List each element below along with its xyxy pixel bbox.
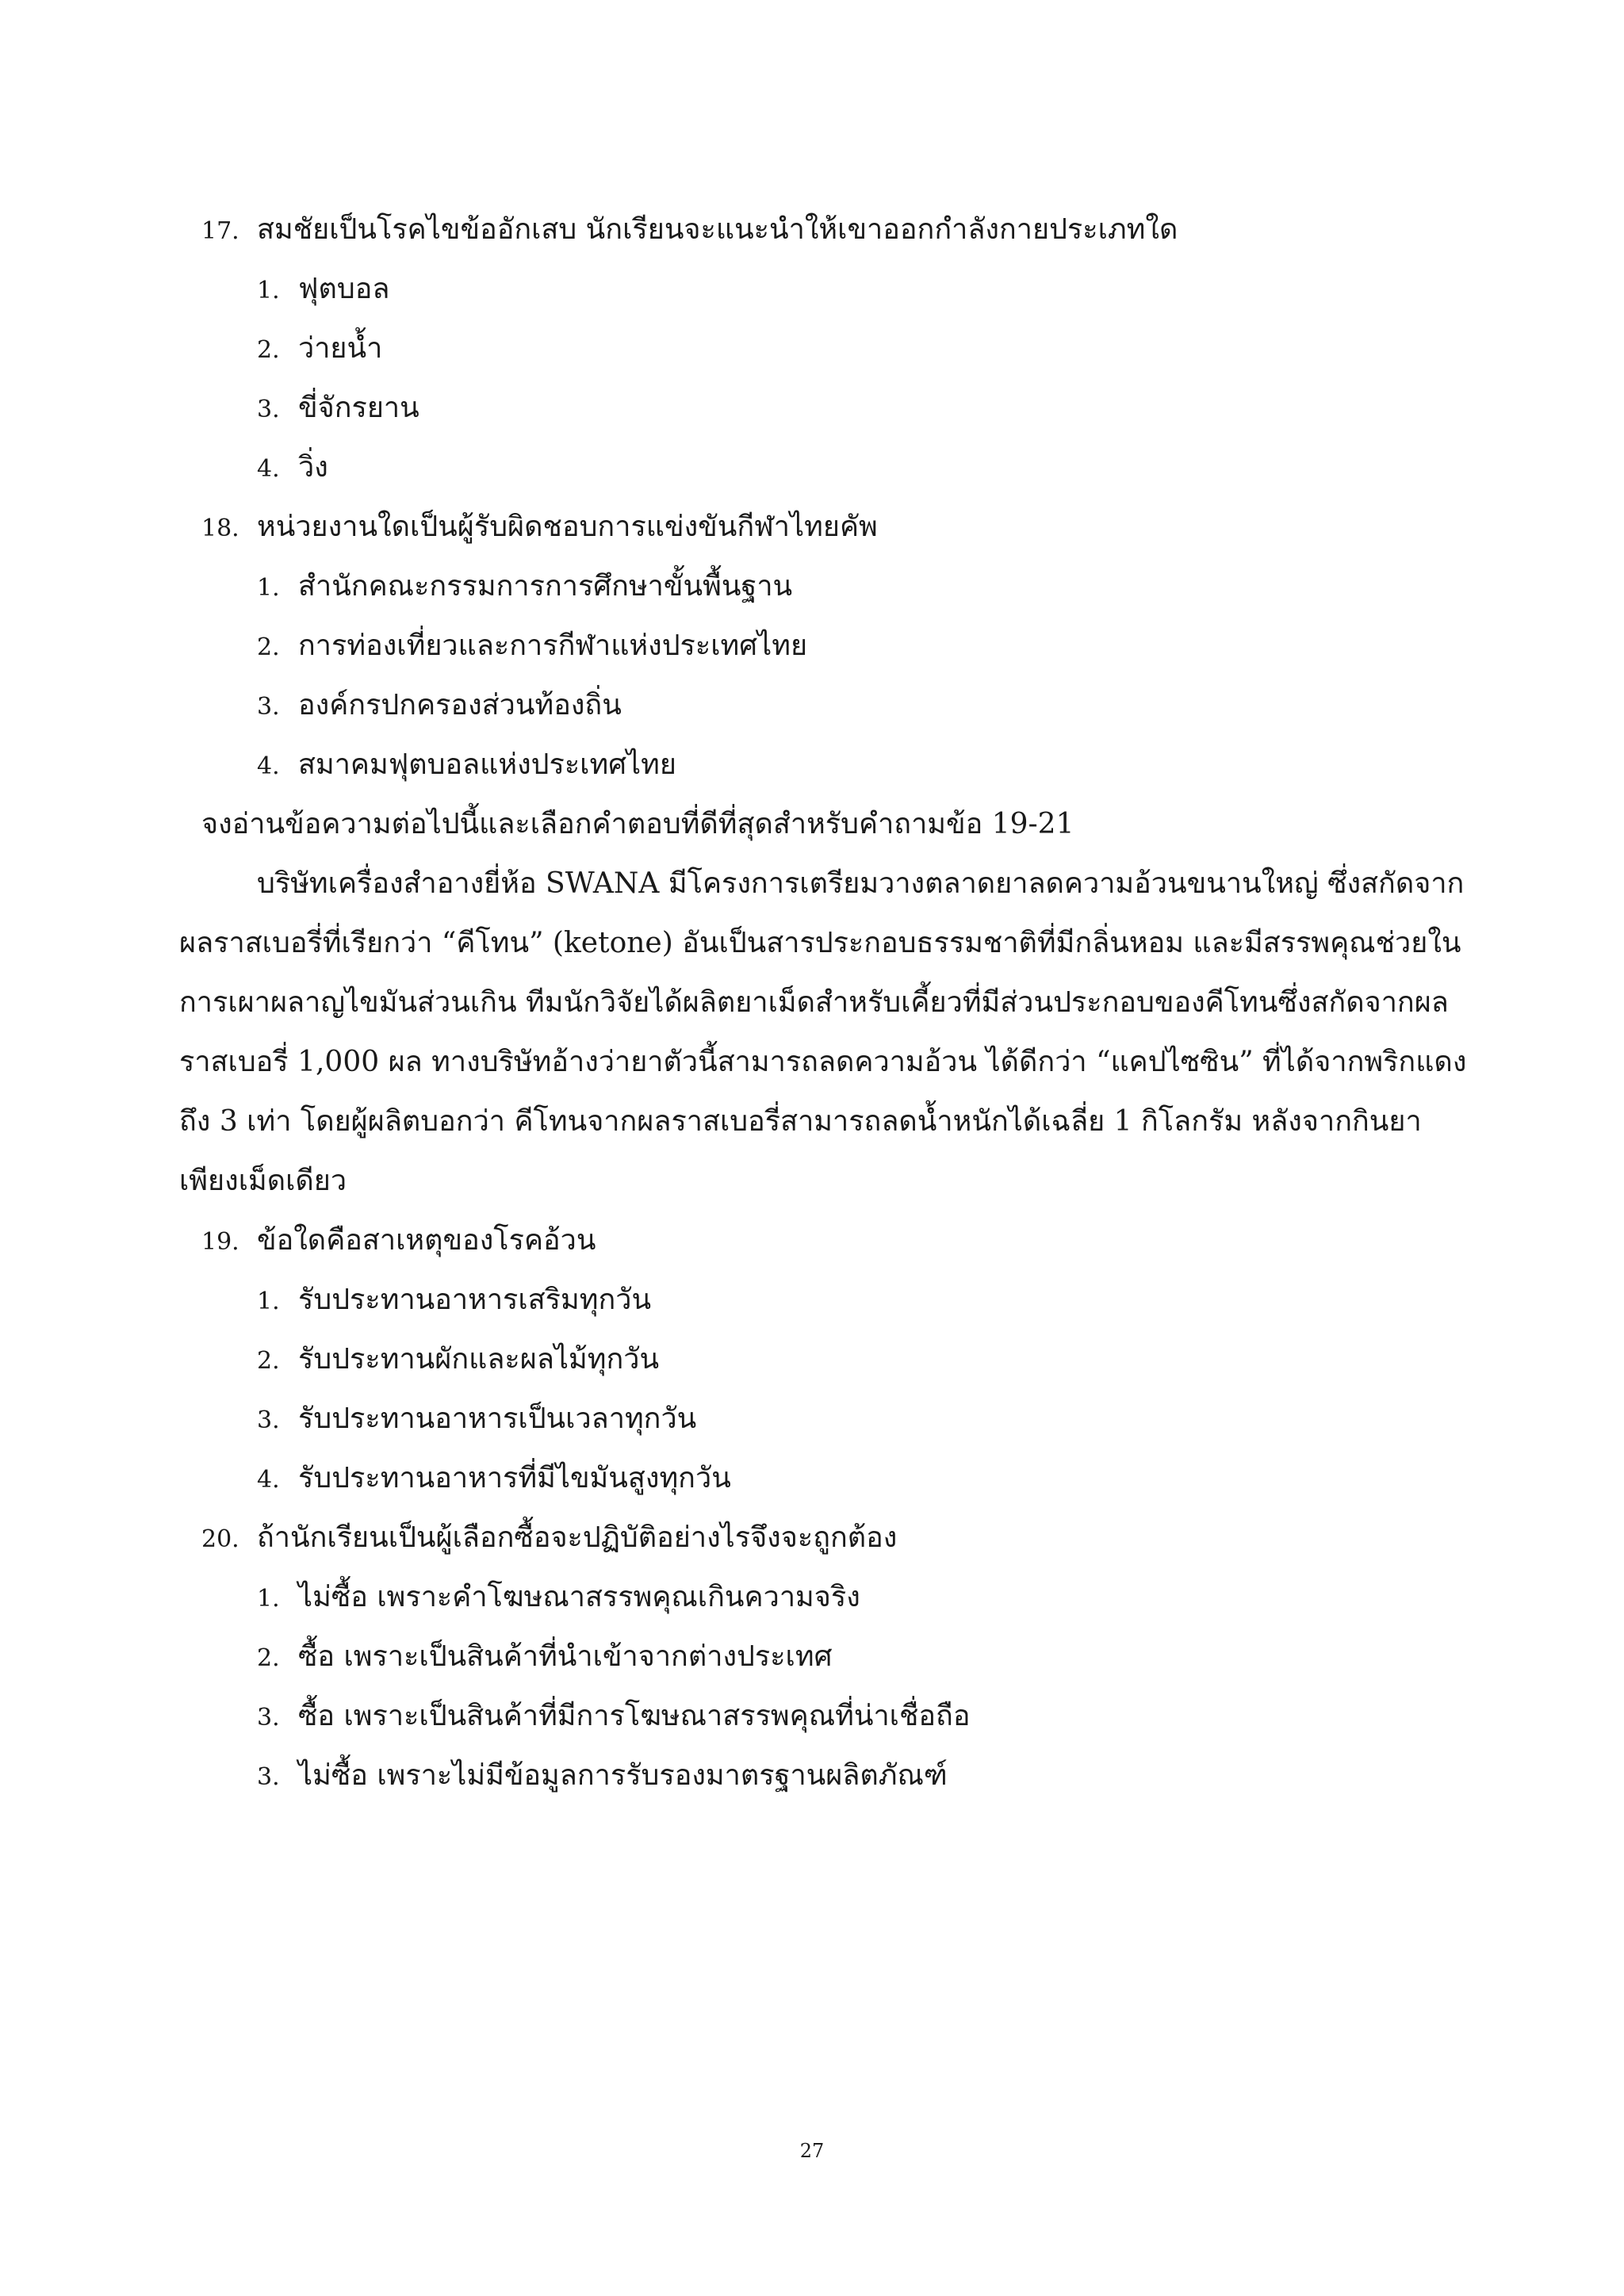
question-text: สมชัยเป็นโรคไขข้ออักเสบ นักเรียนจะแนะนำให้เขาออกกำลังกายประเภทใด: [257, 213, 1178, 246]
question-19: [201, 1223, 596, 1260]
option-number: 3.: [257, 693, 280, 721]
option-text: รับประทานอาหารเป็นเวลาทุกวัน: [298, 1402, 697, 1435]
q18-option-4: [257, 748, 676, 784]
option-text: ไม่ซื้อ เพราะไม่มีข้อมูลการรับรองมาตรฐานผลิตภัณฑ์: [298, 1759, 948, 1792]
question-text: ถ้านักเรียนเป็นผู้เลือกซื้อจะปฏิบัติอย่างไรจึงจะถูกต้อง: [257, 1521, 898, 1554]
option-number: 3.: [257, 1406, 280, 1434]
option-text: การท่องเที่ยวและการกีฬาแห่งประเทศไทย: [298, 629, 808, 662]
passage-line-3: การเผาผลาญไขมันส่วนเกิน ทีมนักวิจัยได้ผลิตยาเม็ดสำหรับเคี้ยวที่มีส่วนประกอบของคีโทนซึ่งสกัดจากผล: [179, 986, 1449, 1019]
q18-option-3: [257, 688, 622, 725]
q17-option-1: [257, 272, 389, 308]
option-text: ขี่จักรยาน: [298, 392, 419, 424]
q17-option-4: [257, 450, 328, 487]
option-number: 1.: [257, 277, 280, 304]
option-number: 4.: [257, 752, 280, 780]
question-number: 20.: [201, 1525, 239, 1553]
q20-option-2: [257, 1640, 832, 1676]
option-text: รับประทานผักและผลไม้ทุกวัน: [298, 1343, 660, 1376]
q17-option-2: [257, 331, 382, 368]
option-number: 1.: [257, 574, 280, 602]
question-18: [201, 510, 878, 546]
option-number: 2.: [257, 336, 280, 364]
option-number: 1.: [257, 1288, 280, 1315]
q20-option-4: [257, 1758, 948, 1795]
option-number: 4.: [257, 455, 280, 483]
option-number: 2.: [257, 633, 280, 661]
q18-option-2: [257, 629, 807, 665]
question-text: หน่วยงานใดเป็นผู้รับผิดชอบการแข่งขันกีฬาไทยคัพ: [257, 511, 878, 543]
option-text: องค์กรปกครองส่วนท้องถิ่น: [298, 689, 622, 721]
option-text: รับประทานอาหารที่มีไขมันสูงทุกวัน: [298, 1462, 731, 1494]
option-number: 1.: [257, 1585, 280, 1613]
question-17: [201, 212, 1178, 249]
q19-option-2: [257, 1342, 659, 1379]
q20-option-1: [257, 1580, 860, 1617]
passage-line-1: บริษัทเครื่องสำอางยี่ห้อ SWANA มีโครงการเตรียมวางตลาดยาลดความอ้วนขนานใหญ่ ซึ่งสกัดจาก: [257, 867, 1465, 900]
option-number: 3.: [257, 396, 280, 423]
q17-option-3: [257, 391, 419, 427]
option-number: 3.: [257, 1704, 280, 1732]
option-text: วิ่ง: [298, 451, 328, 484]
option-text: รับประทานอาหารเสริมทุกวัน: [298, 1284, 652, 1316]
option-number: 2.: [257, 1347, 280, 1375]
option-text: สมาคมฟุตบอลแห่งประเทศไทย: [298, 748, 676, 781]
option-text: ว่ายน้ำ: [298, 332, 383, 365]
q19-option-3: [257, 1402, 696, 1438]
passage-line-4: ราสเบอรี่ 1,000 ผล ทางบริษัทอ้างว่ายาตัวนี้สามารถลดความอ้วน ได้ดีกว่า “แคปไซซิน” ที่ได้จากพริกแดง: [179, 1046, 1467, 1078]
q19-option-1: [257, 1283, 651, 1319]
q20-option-3: [257, 1699, 970, 1735]
option-text: ฟุตบอล: [298, 273, 390, 305]
option-text: ไม่ซื้อ เพราะคำโฆษณาสรรพคุณเกินความจริง: [298, 1581, 860, 1613]
question-20: [201, 1521, 897, 1557]
passage-line-5: ถึง 3 เท่า โดยผู้ผลิตบอกว่า คีโทนจากผลราสเบอรี่สามารถลดน้ำหนักได้เฉลี่ย 1 กิโลกรัม หลังจากกินยา: [179, 1105, 1422, 1138]
question-text: ข้อใดคือสาเหตุของโรคอ้วน: [257, 1224, 596, 1257]
q18-option-1: [257, 569, 792, 606]
option-number: 4.: [257, 1466, 280, 1494]
option-number: 3.: [257, 1763, 280, 1791]
question-number: 19.: [201, 1228, 239, 1256]
option-text: ซื้อ เพราะเป็นสินค้าที่นำเข้าจากต่างประเทศ: [298, 1640, 833, 1673]
option-number: 2.: [257, 1644, 280, 1672]
passage-instruction: จงอ่านข้อความต่อไปนี้และเลือกคำตอบที่ดีที่สุดสำหรับคำถามข้อ 19-21: [201, 808, 1074, 840]
option-text: สำนักคณะกรรมการการศึกษาขั้นพื้นฐาน: [298, 570, 793, 603]
question-number: 17.: [201, 217, 239, 245]
question-number: 18.: [201, 515, 239, 542]
q19-option-4: [257, 1461, 731, 1498]
passage-line-2: ผลราสเบอรี่ที่เรียกว่า “คีโทน” (ketone) อันเป็นสารประกอบธรรมชาติที่มีกลิ่นหอม และมีสรรพคุณช่วยใน: [179, 927, 1461, 959]
passage-line-6: เพียงเม็ดเดียว: [179, 1165, 347, 1197]
page-number: 27: [799, 2140, 825, 2162]
option-text: ซื้อ เพราะเป็นสินค้าที่มีการโฆษณาสรรพคุณที่น่าเชื่อถือ: [298, 1700, 971, 1732]
